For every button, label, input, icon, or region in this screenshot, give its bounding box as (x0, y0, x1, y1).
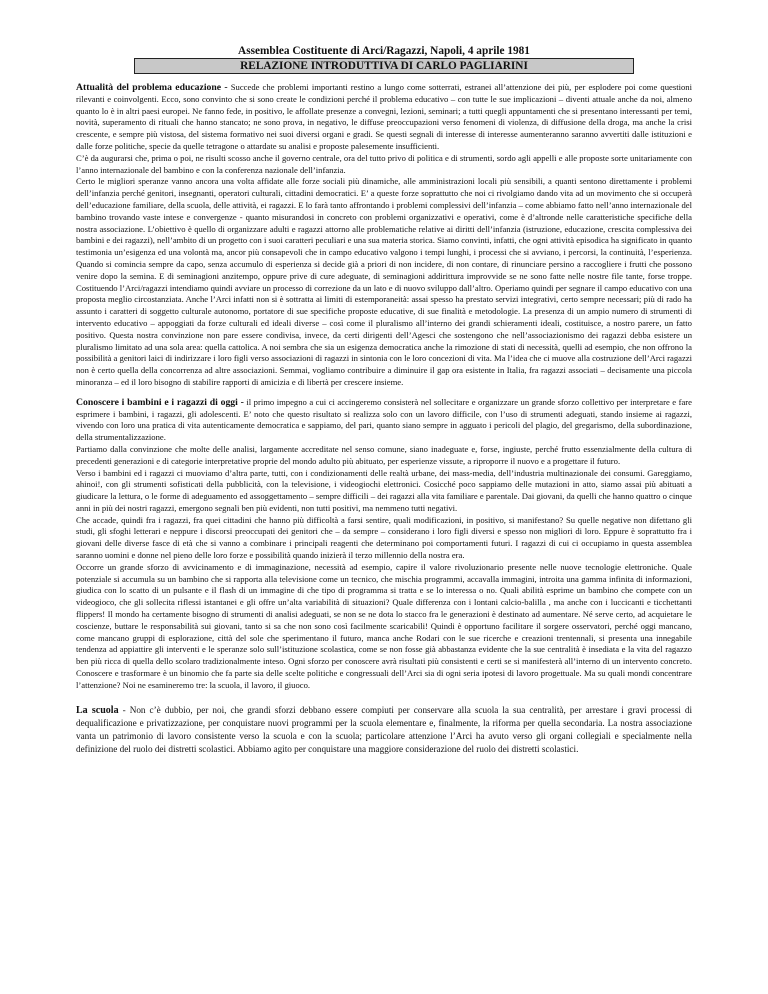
section-heading: Conoscere i bambini e i ragazzi di oggi - (76, 396, 244, 408)
paragraph-text: - Non c’è dubbio, per noi, che grandi sforzi debbano essere compiuti per conservare alla scuola la sua centralità, per arrestare i gravi processi di dequalificazione e privatizzazione, per conquistare nuovi programmi per la scuola elementare e, finalmente, la riforma per quella secondaria. La nostra associazione vanta un patrimonio di lavoro consistente verso la scuola e con la scuola; particolare attenzione l’Arci ha avuto verso gli organi collegiali e specialmente nella definizione del ruolo dei distretti scolastici. Abbiamo agito per conquistare una maggiore considerazione del ruolo dei distretti scolastici. (76, 704, 692, 754)
paragraph: Verso i bambini ed i ragazzi ci muoviamo d’altra parte, tutti, con i condizionamenti delle realtà urbane, dei mass-media, dell’industria multinazionale dei consumi. Gareggiamo, ahinoi!, con gli strumenti sofisticati della pubblicità, con la televisione, i videogiochi elettronici. Cosicché poco sappiamo delle mutazioni in atto, siamo assai più abituati a giudicare la lettura, o le forme di adeguamento ed assoggettamento – sempre difficili – dei ragazzi alla vita familiare e parentale. Dai giovani, da quelli che hanno quattro o cinque anni in più dei nostri ragazzi, emergono segnali ben più evidenti, non tutti positivi, ma nemmeno tutti negativi. (76, 467, 692, 513)
document-page (76, 44, 692, 756)
section-attualita (76, 82, 692, 389)
report-title: RELAZIONE INTRODUTTIVA DI CARLO PAGLIARINI (134, 58, 634, 74)
paragraph-text: il primo impegno a cui ci accingeremo consisterà nel sollecitare e organizzare un grande sforzo collettivo per interpretare e fare esprimere i bambini, i ragazzi, gli adolescenti. E’ noto che questo risultato si realizza solo con un lavoro difficile, con l’uso di strumenti adeguati, stando insieme ai ragazzi, vivendo con loro una pratica di vita autenticamente democratica e sappiamo, del pari, quanto siano sempre in agguato i pericoli del plagio, del gregarismo, della subordinazione, della strumentalizzazione. (76, 396, 692, 443)
paragraph (76, 82, 692, 153)
paragraph-text: Succede che problemi importanti restino a lungo come sotterrati, estranei all’attenzione dei più, per esplodere poi come questioni rilevanti e coinvolgenti. Ecco, sono convinto che si sono create le condizioni perché il problema educativo – con tutte le sue implicazioni – diventi attuale anche da noi, almeno quanto lo è in altri paesi europei. Ne fanno fede, in positivo, le affollate presenze a convegni, lezioni, seminari; a tutti quegli appuntamenti che si presentano interessanti per temi, novità, superamento di rituali che hanno stancato; ne sono prova, in negativo, le diffuse preoccupazioni verso fenomeni di violenza, di diffusione della droga, ma anche la crisi crescente, e sempre più vistosa, del sistema formativo nei suoi diversi organi e gradi. Se questi segnali di interesse di interesse aumenteranno saranno avvertiti dalle istituzioni e dalle forze politiche, specie da quelle tetragone o attardate su analisi e proposte palesemente insufficienti. (76, 82, 692, 151)
section-scuola (76, 704, 692, 756)
section-heading: La scuola (76, 704, 119, 716)
paragraph: Che accade, quindi fra i ragazzi, fra quei cittadini che hanno più difficoltà a farsi sentire, quali modificazioni, in positivo, si manifestano? Su quelle negative non difettano gli studi, gli sfoghi letterari e neppure i discorsi preoccupati dei genitori che – da sempre – considerano i loro figli diversi e spesso non migliori di loro. Eppure è soprattutto fra i giovani delle diverse fasce di età che si vanno a combinare i principali reagenti che determinano poi comportamenti futuri. I ragazzi di cui ci occupiamo in questa assemblea saranno uomini e donne nel pieno delle loro forze e possibilità quando inizierà il terzo millennio della nostra era. (76, 514, 692, 561)
paragraph: Certo le migliori speranze vanno ancora una volta affidate alle forze sociali più dinamiche, alle amministrazioni locali più sensibili, a quanti sentono direttamente i problemi dell’infanzia perché genitori, insegnanti, operatori culturali, cittadini democratici. E’ a queste forze soprattutto che noi ci rivolgiamo dando vita ad un movimento che si occuperà dell’educazione familiare, della scuola, delle attività, ei ragazzi. E lo farà tanto affrontando i problemi complessivi dell’infanzia – come abbiamo fatto nell’anno internazionale del bambino trovando vaste intese e convergenze - quanto misurandosi in concreto con problemi organizzativi e operativi, come è d’altronde nelle caratteristiche specifiche della nostra associazione. L’obiettivo è quello di organizzare adulti e ragazzi attorno alle problematiche relative ai diritti dell’infanzia (istruzione, educazione, crescita complessiva dei bambini e dei ragazzi), nell’ambito di un progetto con i suoi caratteri peculiari e una sua materia storica. Siamo convinti, infatti, che ogni attività episodica ha significato in quanto testimonia un’esigenza ed una volontà ma, ancor più consapevoli che in campo educativo valgono i tempi lunghi, i processi che si avviano, i percorsi, la continuità, l’esperienza. Quando si comincia sempre da capo, senza accumulo di esperienza si decide già a priori di non incidere, di non contare, di rinunciare persino a raccogliere i frutti che possono venire dopo la semina. E di seminagioni anzitempo, oppure prive di cure adeguate, di seminagioni addirittura improvvide se ne sono fatte nelle nostre file tante, forse troppe. Costituendo l’Arci/ragazzi intendiamo quindi avviare un processo di correzione da un lato e di nuovo sviluppo dall’altro. Operiamo quindi per segnare il campo educativo con una proposta meglio circostanziata. Anche l’Arci infatti non si è sottratta ai limiti di estemporaneità: assai spesso ha prestato servizi integrativi, certo sempre necessari; più di rado ha assunto i caratteri di soggetto culturale autonomo, portatore di sue specifiche proposte educative, di sue finalità e metodologie. La presenza di un ampio numero di strumenti di intervento educativo – appoggiati da forze culturali ed ideali diverse – così come il pluralismo all’interno dei grandi schieramenti ideali, costituisce, a nostro parere, un fatto positivo. Questa nostra convinzione non pare essere condivisa, invece, da certi dirigenti dell’Agesci che sostengono che nell’associazionismo dei ragazzi debba esistere un pluralismo limitato ad una sola area: quella cattolica. A noi sembra che sia un esigenza democratica anche la rimozione di stati di necessità, quelli ad esempio, che non offrono la possibilità a genitori laici di indirizzare i loro figli verso associazioni di ragazzi in sintonia con le loro concezioni di vita. Ma l’idea che ci muove alla costruzione dell’Arci ragazzi non è certo quella della concorrenza ad altre associazioni. Semmai, vogliamo contribuire a diminuire il gap ora esistente in Italia, fra ragazzi associati – decisamente una piccola minoranza – ed il loro bisogno di stabilire rapporti di amicizia e di libertà per crescere insieme. (76, 176, 692, 387)
paragraph: C’è da augurarsi che, prima o poi, ne risulti scosso anche il governo centrale, ora del tutto privo di politica e di strumenti, sordo agli appelli e alle proposte sorte unitariamente con l’anno internazionale del bambino e con la conferenza nazionale dell’infanzia. (76, 152, 692, 175)
assembly-header: Assemblea Costituente di Arci/Ragazzi, Napoli, 4 aprile 1981 (238, 45, 530, 57)
paragraph: Occorre un grande sforzo di avvicinamento e di immaginazione, necessità ad esempio, capire il valore rivoluzionario presente nelle nuove tecnologie elettroniche. Quale potenziale si accumula su un bambino che si rapporta alla televisione come un tecnico, che mischia programmi, accavalla immagini, introita una gamma infinita di informazioni, giudica con lo scatto di un pulsante e il flash di un immagine di che tipo di programma si tratta e se lo interessa o no. Quali abilità esprime un bambino che compete con un videogioco, che gli sollecita riflessi istantanei e gli offre un’alta variabilità di situazioni? Quale differenza con i lontani calcio-balilla , ma anche con i luccicanti e ticchettanti flippers! Il mondo ha certamente bisogno di strumenti di analisi adeguati, se non se ne dota lo stacco fra le generazioni è destinato ad aumentare. Né serve certo, ad acquietare le coscienze, buttare le responsabilità sui giovani, tanto si sa che non sono così facilmente scaricabili! Quindi è opportuno facilitare il sorgere osservatori, perché oggi mancano, come mancano gruppi di esplorazione, città del sole che sperimentano il futuro, manca anche Rodari con le sue ricerche e creazioni trentennali, si presenta una innegabile tendenza ad appiattire gli interventi e le speranze solo sull’istituzione scolastica, come se non fosse già abbastanza evidente che la sue centralità è insediata e la vita del ragazzo ben più ricca di quella dello scolaro tradizionalmente inteso. Ogni sforzo per conoscere avrà risultati più consistenti e certi se si manifesterà all’interno di un intervento concreto. Conoscere e trasformare è un binomio che fa parte sia delle scelte politiche e congressuali dell’Arci sia di ogni seria ipotesi di lavoro progettuale. Ma su quali mondi concentrare l’attenzione? Noi ne esamineremo tre: la scuola, il lavoro, il giuoco. (76, 561, 692, 690)
paragraph (76, 704, 692, 756)
section-heading: Attualità del problema educazione - (76, 82, 228, 93)
section-conoscere (76, 397, 692, 692)
paragraph: Partiamo dalla convinzione che molte delle analisi, largamente accreditate nel senso comune, siano inadeguate e, forse, ingiuste, perché frutto essenzialmente della cultura di precedenti generazioni e di categorie interpretative proprie del mondo adulto più abituato, per esperienze vissute, a riproporre il nuovo e a progettare il futuro. (76, 443, 692, 466)
paragraph (76, 397, 692, 444)
